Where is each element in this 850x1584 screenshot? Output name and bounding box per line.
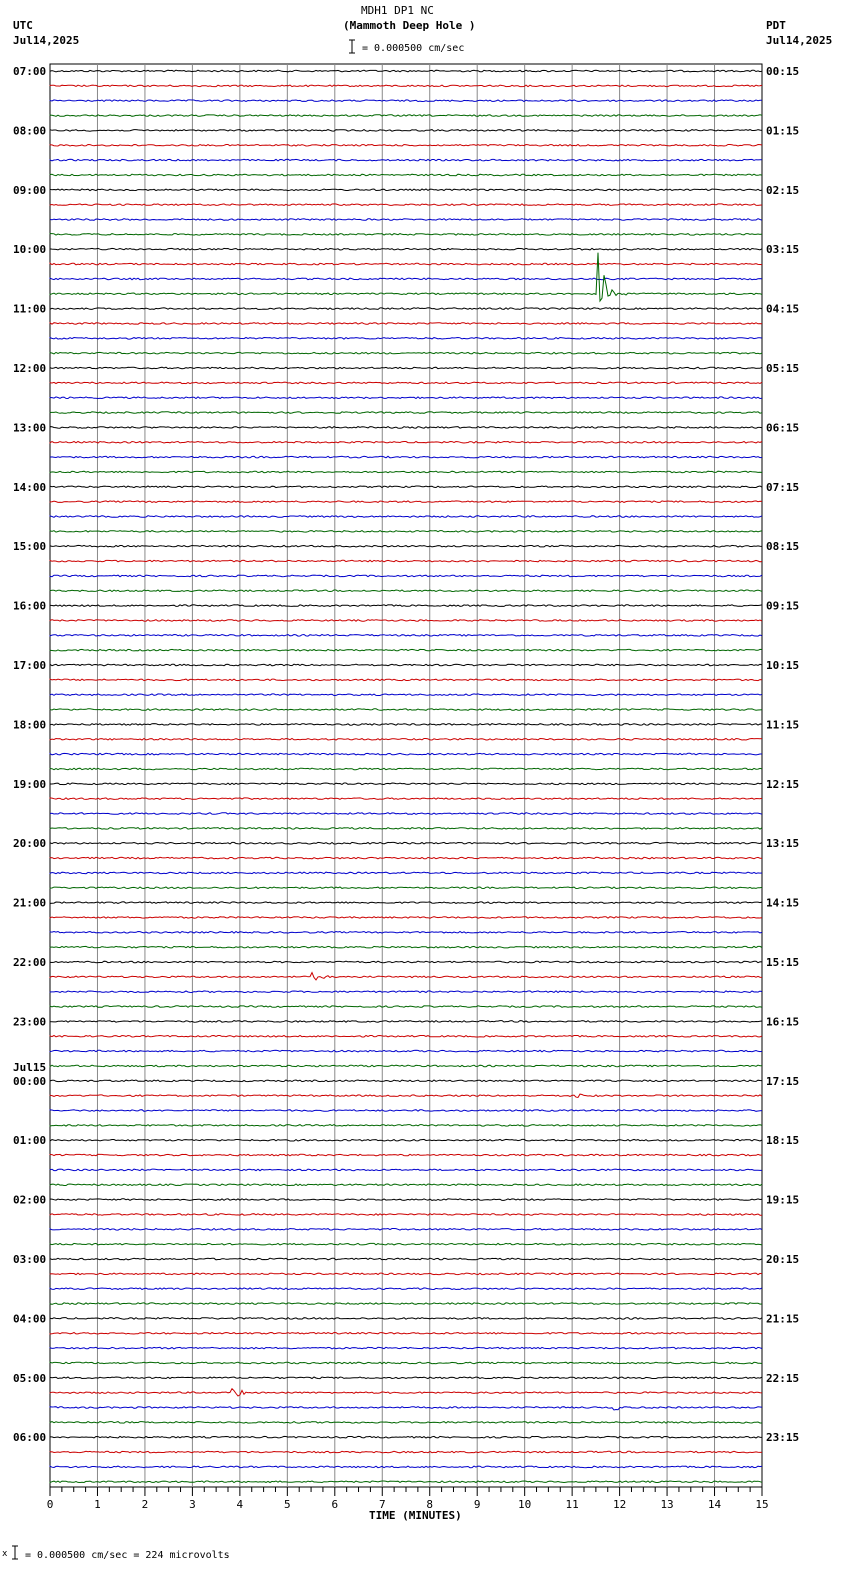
trace-line xyxy=(50,471,762,473)
trace-line xyxy=(50,1094,762,1097)
trace-line xyxy=(50,1389,762,1396)
utc-hour-label: 15:00 xyxy=(13,540,47,554)
trace-line xyxy=(50,545,762,547)
utc-hour-label: 00:00 xyxy=(13,1074,47,1088)
x-tick-label: 4 xyxy=(236,1498,244,1511)
trace-line xyxy=(50,456,762,458)
pdt-hour-label: 12:15 xyxy=(766,777,800,791)
trace-line xyxy=(50,308,762,310)
trace-line xyxy=(50,753,762,755)
trace-line xyxy=(50,338,762,340)
x-tick-label: 11 xyxy=(565,1498,579,1511)
x-axis-title: TIME (MINUTES) xyxy=(369,1509,462,1522)
x-tick-label: 5 xyxy=(284,1498,291,1511)
x-tick-label: 10 xyxy=(518,1498,532,1511)
utc-hour-label: 22:00 xyxy=(13,956,47,969)
pdt-hour-label: 08:15 xyxy=(766,540,800,554)
pdt-hour-label: 10:15 xyxy=(766,659,800,672)
utc-hour-label: 03:00 xyxy=(13,1253,47,1266)
trace-line xyxy=(50,620,762,622)
pdt-hour-label: 04:15 xyxy=(766,302,800,316)
trace-line xyxy=(50,1080,762,1082)
trace-line xyxy=(50,70,762,72)
pdt-hour-label: 22:15 xyxy=(766,1371,800,1385)
trace-line xyxy=(50,842,762,844)
trace-line xyxy=(50,635,762,637)
trace-line xyxy=(50,1199,762,1201)
trace-line xyxy=(50,253,762,301)
trace-line xyxy=(50,1481,762,1483)
trace-line xyxy=(50,130,762,132)
trace-line xyxy=(50,679,762,681)
trace-line xyxy=(50,946,762,948)
x-tick-label: 6 xyxy=(331,1498,339,1511)
trace-line xyxy=(50,1288,762,1290)
trace-line xyxy=(50,234,762,236)
trace-line xyxy=(50,590,762,592)
trace-line xyxy=(50,427,762,429)
trace-line xyxy=(50,367,762,369)
trace-line xyxy=(50,189,762,191)
x-tick-label: 14 xyxy=(707,1498,722,1511)
trace-line xyxy=(50,560,762,562)
x-tick-label: 8 xyxy=(426,1498,434,1511)
pdt-hour-label: 16:15 xyxy=(766,1015,800,1029)
utc-hour-label: 18:00 xyxy=(13,718,47,732)
x-tick-label: 3 xyxy=(189,1498,196,1511)
trace-line xyxy=(50,932,762,934)
x-tick-label: 1 xyxy=(94,1498,101,1511)
pdt-hour-label: 20:15 xyxy=(766,1253,800,1266)
utc-hour-label: 11:00 xyxy=(13,302,47,316)
left-timezone: UTC xyxy=(13,19,33,32)
trace-line xyxy=(50,1006,762,1008)
trace-line xyxy=(50,174,762,176)
trace-line xyxy=(50,1333,762,1335)
utc-hour-label: 07:00 xyxy=(13,65,47,78)
trace-line xyxy=(50,872,762,874)
pdt-hour-label: 14:15 xyxy=(766,896,800,910)
trace-line xyxy=(50,1050,762,1052)
utc-hour-label: 17:00 xyxy=(13,659,47,672)
utc-hour-label: 23:00 xyxy=(13,1015,47,1029)
pdt-hour-label: 21:15 xyxy=(766,1312,800,1326)
trace-line xyxy=(50,1184,762,1186)
left-date: Jul14,2025 xyxy=(13,34,80,47)
right-date: Jul14,2025 xyxy=(766,34,833,47)
trace-line xyxy=(50,605,762,607)
trace-line xyxy=(50,1347,762,1349)
x-tick-label: 13 xyxy=(660,1498,674,1511)
trace-line xyxy=(50,1422,762,1424)
pdt-hour-label: 06:15 xyxy=(766,421,800,435)
trace-line xyxy=(50,1214,762,1216)
trace-line xyxy=(50,1110,762,1112)
x-tick-label: 12 xyxy=(612,1498,627,1511)
trace-line xyxy=(50,397,762,399)
trace-line xyxy=(50,501,762,503)
utc-hour-label: 01:00 xyxy=(13,1134,47,1148)
trace-line xyxy=(50,263,762,265)
right-timezone: PDT xyxy=(766,19,786,32)
scale-text: = 0.000500 cm/sec xyxy=(362,43,465,54)
trace-line xyxy=(50,694,762,696)
trace-line xyxy=(50,1436,762,1438)
footer-scale-bar-icon xyxy=(10,1544,20,1562)
trace-line xyxy=(50,664,762,666)
trace-line xyxy=(50,961,762,963)
trace-line xyxy=(50,412,762,414)
trace-line xyxy=(50,1451,762,1453)
station-title: MDH1 DP1 NC xyxy=(361,4,434,17)
trace-line xyxy=(50,100,762,102)
trace-line xyxy=(50,1362,762,1364)
trace-line xyxy=(50,1021,762,1023)
trace-line xyxy=(50,813,762,815)
utc-hour-label: 09:00 xyxy=(13,183,47,197)
trace-line xyxy=(50,531,762,533)
utc-hour-label: 13:00 xyxy=(13,421,47,435)
trace-line xyxy=(50,85,762,87)
trace-line xyxy=(50,575,762,577)
pdt-hour-label: 13:15 xyxy=(766,837,800,851)
trace-line xyxy=(50,382,762,384)
trace-line xyxy=(50,709,762,711)
pdt-hour-label: 19:15 xyxy=(766,1193,800,1207)
x-tick-label: 15 xyxy=(755,1498,769,1511)
trace-line xyxy=(50,828,762,830)
trace-line xyxy=(50,486,762,488)
trace-line xyxy=(50,724,762,726)
trace-line xyxy=(50,442,762,444)
trace-line xyxy=(50,917,762,919)
trace-line xyxy=(50,219,762,221)
utc-hour-label: 04:00 xyxy=(13,1312,47,1326)
pdt-hour-label: 23:15 xyxy=(766,1431,800,1445)
trace-line xyxy=(50,323,762,325)
trace-line xyxy=(50,902,762,904)
trace-line xyxy=(50,204,762,206)
utc-hour-label: 10:00 xyxy=(13,243,47,257)
trace-line xyxy=(50,1154,762,1156)
trace-line xyxy=(50,798,762,800)
utc-hour-label: 20:00 xyxy=(13,837,47,851)
pdt-hour-label: 00:15 xyxy=(766,65,800,78)
trace-line xyxy=(50,1065,762,1067)
footer-corner-mark: x xyxy=(2,1549,8,1559)
pdt-hour-label: 01:15 xyxy=(766,124,800,138)
utc-hour-label: 05:00 xyxy=(13,1371,47,1385)
trace-line xyxy=(50,887,762,889)
trace-line xyxy=(50,973,762,980)
footer-scale-note: = 0.000500 cm/sec = 224 microvolts xyxy=(25,1550,230,1561)
trace-line xyxy=(50,1318,762,1320)
utc-hour-label: 14:00 xyxy=(13,480,47,494)
trace-line xyxy=(50,1258,762,1260)
pdt-hour-label: 07:15 xyxy=(766,480,800,494)
pdt-hour-label: 15:15 xyxy=(766,956,800,969)
pdt-hour-label: 17:15 xyxy=(766,1074,800,1088)
trace-line xyxy=(50,1273,762,1275)
trace-line xyxy=(50,991,762,993)
utc-hour-label: 08:00 xyxy=(13,124,47,138)
trace-line xyxy=(50,278,762,280)
pdt-hour-label: 18:15 xyxy=(766,1134,800,1148)
trace-line xyxy=(50,516,762,518)
trace-line xyxy=(50,1377,762,1379)
pdt-hour-label: 09:15 xyxy=(766,599,800,613)
utc-hour-label: 02:00 xyxy=(13,1193,47,1207)
trace-line xyxy=(50,145,762,147)
utc-hour-label: 21:00 xyxy=(13,896,47,910)
utc-date-label: Jul15 xyxy=(13,1060,47,1074)
trace-line xyxy=(50,1169,762,1171)
trace-line xyxy=(50,159,762,161)
x-tick-label: 9 xyxy=(473,1498,481,1511)
pdt-hour-label: 03:15 xyxy=(766,243,800,257)
trace-line xyxy=(50,1243,762,1245)
x-tick-label: 2 xyxy=(141,1498,149,1511)
trace-line xyxy=(50,649,762,651)
x-tick-label: 7 xyxy=(378,1498,386,1511)
trace-line xyxy=(50,783,762,785)
trace-line xyxy=(50,768,762,770)
trace-line xyxy=(50,1139,762,1141)
utc-hour-label: 06:00 xyxy=(13,1431,47,1445)
trace-line xyxy=(50,1407,762,1410)
trace-line xyxy=(50,739,762,741)
utc-hour-label: 12:00 xyxy=(13,362,47,375)
trace-line xyxy=(50,1036,762,1038)
pdt-hour-label: 02:15 xyxy=(766,183,800,197)
utc-hour-label: 19:00 xyxy=(13,777,47,791)
utc-hour-label: 16:00 xyxy=(13,599,47,613)
trace-line xyxy=(50,1303,762,1305)
location-title: (Mammoth Deep Hole ) xyxy=(343,19,476,32)
x-tick-label: 0 xyxy=(46,1498,54,1511)
trace-line xyxy=(50,248,762,250)
trace-line xyxy=(50,857,762,859)
trace-line xyxy=(50,1125,762,1127)
trace-line xyxy=(50,1466,762,1468)
trace-line xyxy=(50,1229,762,1231)
trace-line xyxy=(50,115,762,117)
trace-line xyxy=(50,352,762,354)
pdt-hour-label: 05:15 xyxy=(766,362,800,375)
pdt-hour-label: 11:15 xyxy=(766,718,800,732)
